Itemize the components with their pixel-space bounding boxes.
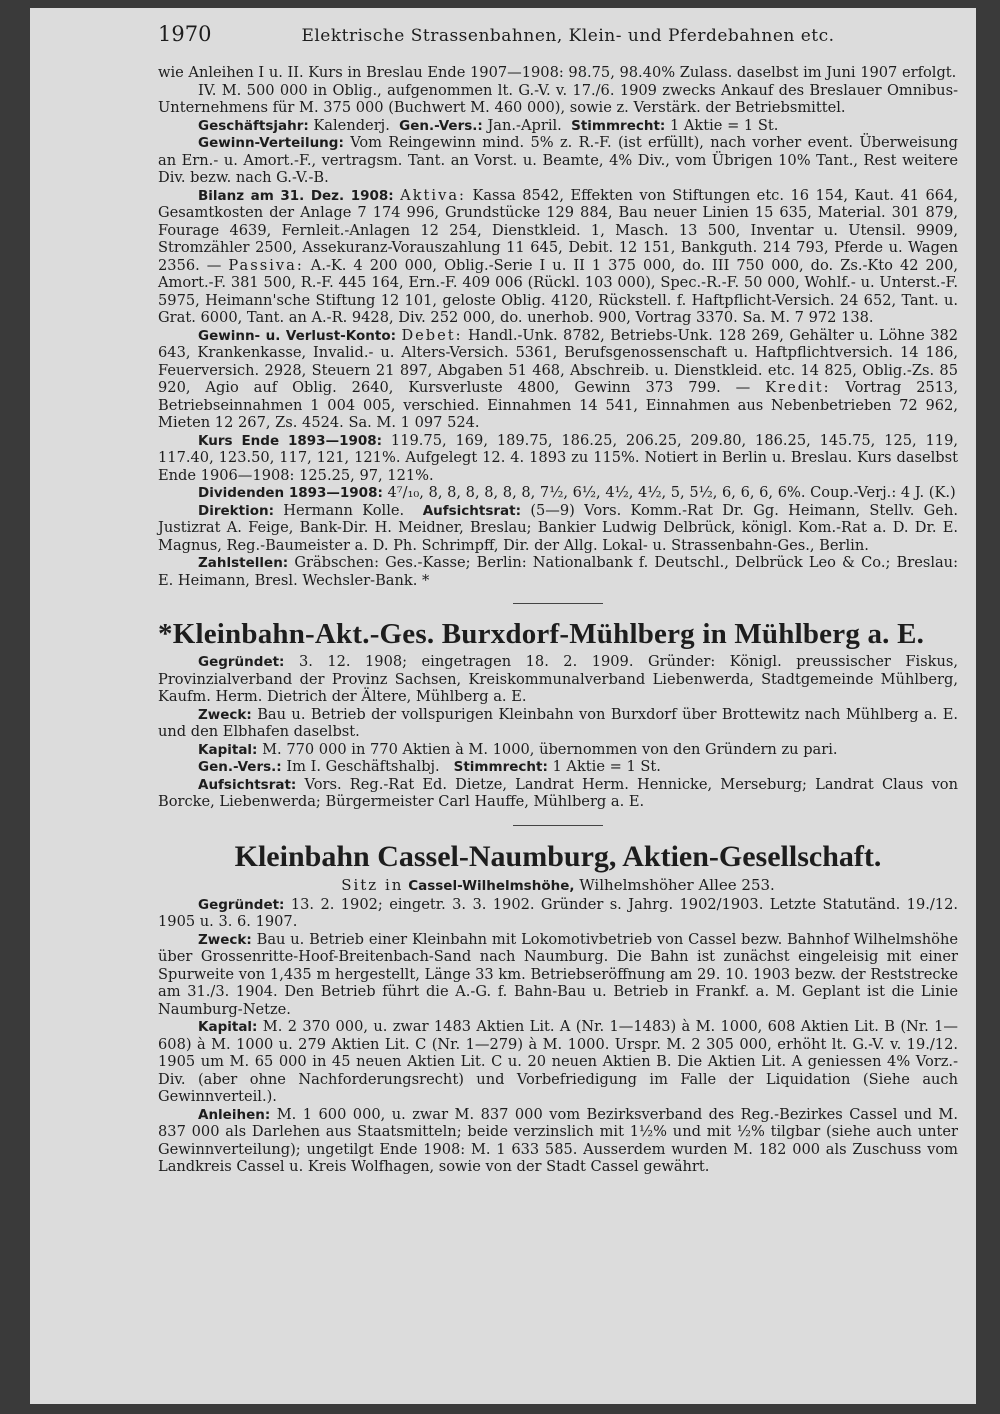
running-head bbox=[158, 22, 958, 46]
bilanz bbox=[158, 187, 958, 327]
gen-vers-label: Gen.-Vers.: bbox=[399, 117, 483, 134]
passiva-label: Passiva: bbox=[228, 256, 304, 274]
zahlstellen-text: Gräbschen: Ges.-Kasse; Berlin: Nationalbank f. Deutschl., Delbrück Leo & Co.; Breslau: E. Heimann, Bresl. Wechsler-Bank. * bbox=[158, 554, 959, 589]
debet-text: Handl.-Unk. 8782, Betriebs-Unk. 128 269, Gehälter u. Löhne 382 643, Krankenkasse, Invalid.- u. Alters-Versich. 5361, Berufsgenossenschaft u. Haftpflichtversich. 14 186, Feuerversich. 2928, Steuern 21 897, Abgaben 51 468, Abschreib. u. Dienstkleid. etc. 14 825, Oblig.-Zs. 85 920, Agio auf Oblig. 2640, Kursverluste 4800, Gewinn 373 799. — bbox=[158, 326, 959, 396]
gewinn-verteilung-label: Gewinn-Verteilung: bbox=[198, 135, 344, 151]
page-number: 1970 bbox=[158, 22, 212, 46]
dividenden-label: Dividenden 1893—1908: bbox=[198, 485, 383, 501]
passiva-text: A.-K. 4 200 000, Oblig.-Serie I u. II 1 375 000, do. III 750 000, do. Zs.-Kto 42 200, Amort.-F. 381 500, R.-F. 445 164, Ern.-F. 409 006 (Rückl. 103 000), Spec.-R.-F. 50 000, Wohlf.- u. Unterst.-F. 5975, Heimann'sche Stiftung 12 101, geloste Oblig. 4120, Rückstell. f. Haftpflicht-Versich. 24 652, Tant. u. Grat. 6000, Tant. an A.-R. 9428, Div. 252 000, do. unerhob. 900, Vortrag 3370. Sa. M. 7 972 138. bbox=[158, 256, 959, 326]
aktiva-label: Aktiva: bbox=[400, 186, 466, 204]
gegruendet-label: Gegründet: bbox=[198, 896, 285, 913]
gegruendet-label: Gegründet: bbox=[198, 654, 285, 670]
gen-vers-text: Jan.-April. bbox=[487, 116, 562, 134]
kurs-label: Kurs Ende 1893—1908: bbox=[198, 432, 383, 449]
gewinn-verlust-konto bbox=[158, 327, 958, 432]
kapital-label: Kapital: bbox=[198, 1019, 258, 1035]
geschaeftsjahr-line bbox=[158, 117, 958, 135]
aufsichtsrat-text: Vors. Reg.-Rat Ed. Dietze, Landrat Herm. Hennicke, Merseburg; Landrat Claus von Borcke, Liebenwerda; Bürgermeister Carl Hauffe, Mühlberg a. E. bbox=[158, 775, 958, 810]
anleihen-text: M. 1 600 000, u. zwar M. 837 000 vom Bezirksverband des Reg.-Bezirkes Cassel und M. 837 000 als Darlehen aus Staatsmitteln; beide verzinslich mit 1½% und mit ½% tilgbar (siehe auch unter Gewinnverteilung); ungetilgt Ende 1908: M. 1 633 585. Ausserdem wurden M. 182 000 als Zuschuss vom Landkreis Cassel u. Kreis Wolfhagen, sowie von der Stadt Cassel gewährt. bbox=[158, 1105, 959, 1175]
kurs bbox=[158, 432, 958, 485]
stimmrecht-text: 1 Aktie = 1 St. bbox=[669, 116, 779, 134]
geschaeftsjahr-text: Kalenderj. bbox=[313, 116, 390, 134]
anleihen-label: Anleihen: bbox=[198, 1106, 271, 1123]
burxdorf-gen-vers bbox=[158, 758, 958, 776]
dividenden bbox=[158, 484, 958, 502]
kredit-text: Vortrag 2513, Betriebseinnahmen 1 004 005, verschied. Einnahmen 14 541, Einnahmen aus Nebenbetrieben 72 962, Mieten 12 267, Zs. 4524. Sa. M. 1 097 524. bbox=[158, 379, 958, 431]
gen-vers-label: Gen.-Vers.: bbox=[198, 759, 282, 775]
anleihen-iv: IV. M. 500 000 in Oblig., aufgenommen lt. G.-V. v. 17./6. 1909 zwecks Ankauf des Breslauer Omnibus-Unternehmens für M. 375 000 (Buchwert M. 460 000), sowie z. Verstärk. der Betriebsmittel. bbox=[158, 81, 958, 116]
seat-place: Cassel-Wilhelmshöhe, bbox=[408, 877, 575, 894]
stimmrecht-label: Stimmrecht: bbox=[571, 117, 666, 134]
aktiva-text: Kassa 8542, Effekten von Stiftungen etc. 16 154, Kaut. 41 664, Gesamtkosten der Anlage 7 174 996, Grundstücke 129 884, Bau neuer Linien 15 635, Material. 301 879, Fourage 4639, Fernleit.-Anlagen 12 254, Dienstkleid. 1, Masch. 13 500, Inventar u. Utensil. 9909, Stromzähler 2500, Assekuranz-Vorauszahlung 11 645, Debit. 12 151, Bankguth. 214 793, Pferde u. Wagen 2356. — bbox=[158, 186, 959, 274]
anleihen-continued: wie Anleihen I u. II. Kurs in Breslau Ende 1907—1908: 98.75, 98.40% Zulass. daselbst im Juni 1907 erfolgt. bbox=[158, 64, 957, 81]
cassel-zweck bbox=[158, 931, 958, 1019]
dividenden-text: 4⁷/₁₀, 8, 8, 8, 8, 8, 8, 7½, 6½, 4½, 4½, 5, 5½, 6, 6, 6, 6%. Coup.-Verj.: 4 J. (K.) bbox=[387, 484, 956, 501]
zweck-text: Bau u. Betrieb einer Kleinbahn mit Lokomotivbetrieb von Cassel bezw. Bahnhof Wilhelmshöhe über Grossenritte-Hoof-Breitenbach-Sand nach Naumburg. Die Bahn ist zunächst eingeleisig mit einer Spurweite von 1,435 m hergestellt, Länge 33 km. Betriebseröffnung am 29. 10. 1903 bezw. der Reststrecke am 31./3. 1904. Den Betrieb führt die A.-G. f. Bahn-Bau u. Betrieb in Frankf. a. M. Geplant ist die Linie Naumburg-Netze. bbox=[158, 930, 958, 1018]
aufsichtsrat-label: Aufsichtsrat: bbox=[422, 502, 522, 519]
kapital-text: M. 2 370 000, u. zwar 1483 Aktien Lit. A (Nr. 1—1483) à M. 1000, 608 Aktien Lit. B (Nr. 1—608) à M. 1000 u. 279 Aktien Lit. C (Nr. 1—279) à M. 1000. Urspr. M. 2 305 000, erhöht lt. G.-V. v. 19./12. 1905 um M. 65 000 in 45 neuen Aktien Lit. C u. 20 neuen Aktien B. Die Aktien Lit. A geniessen 4% Vorz.-Div. (aber ohne Nachforderungsrecht) und Vorbefriedigung im Falle der Liquidation (Siehe auch Gewinnverteil.). bbox=[158, 1018, 959, 1105]
aufsichtsrat-label: Aufsichtsrat: bbox=[198, 776, 297, 793]
cassel-anleihen bbox=[158, 1106, 958, 1176]
section-divider bbox=[513, 603, 603, 604]
burxdorf-gegruendet bbox=[158, 653, 958, 706]
cassel-gegruendet bbox=[158, 896, 958, 931]
page-content bbox=[158, 22, 958, 1176]
seat-prefix: Sitz in bbox=[341, 875, 404, 894]
zahlstellen bbox=[158, 554, 958, 589]
entry-title-burxdorf: *Kleinbahn-Akt.-Ges. Burxdorf-Mühlberg in Mühlberg a. E. bbox=[158, 618, 925, 650]
zweck-label: Zweck: bbox=[198, 706, 252, 723]
direktion-text: Hermann Kolle. bbox=[283, 501, 405, 519]
bilanz-label: Bilanz am 31. Dez. 1908: bbox=[198, 187, 394, 204]
burxdorf-kapital bbox=[158, 741, 958, 759]
direktion-label: Direktion: bbox=[198, 502, 274, 519]
gv-konto-label: Gewinn- u. Verlust-Konto: bbox=[198, 327, 396, 344]
seat-line bbox=[158, 876, 958, 894]
gegruendet-text: 3. 12. 1908; eingetragen 18. 2. 1909. Gründer: Königl. preussischer Fiskus, Provinzialverband der Provinz Sachsen, Kreiskommunalverband Liebenwerda, Stadtgemeinde Mühlberg, Kaufm. Herm. Dietrich der Ältere, Mühlberg a. E. bbox=[158, 653, 959, 705]
debet-label: Debet: bbox=[401, 326, 463, 344]
aufsichtsrat-text: (5—9) Vors. Komm.-Rat Dr. Gg. Heimann, Stellv. Geh. Justizrat A. Feige, Bank-Dir. H. Meidner, Breslau; Bankier Ludwig Delbrück, königl. Kom.-Rat a. D. Dr. E. Magnus, Reg.-Baumeister a. D. Ph. Schrimpff, Dir. der Allg. Lokal- u. Strassenbahn-Ges., Berlin. bbox=[158, 501, 958, 554]
direktion-aufsichtsrat bbox=[158, 502, 958, 555]
seat-address: Wilhelmshöher Allee 253. bbox=[579, 875, 775, 894]
zweck-text: Bau u. Betrieb der vollspurigen Kleinbahn von Burxdorf über Brottewitz nach Mühlberg a. E. und den Elbhafen daselbst. bbox=[158, 705, 958, 740]
gewinn-verteilung-text: Vom Reingewinn mind. 5% z. R.-F. (ist erfüllt), nach vorher event. Überweisung an Ern.- u. Amort.-F., vertragsm. Tant. an Vorst. u. Beamte, 4% Div., vom Übrigen 10% Tant., Rest weitere Div. bezw. nach G.-V.-B. bbox=[158, 134, 959, 186]
zweck-label: Zweck: bbox=[198, 931, 252, 948]
stimmrecht-label: Stimmrecht: bbox=[453, 759, 548, 775]
gegruendet-text: 13. 2. 1902; eingetr. 3. 3. 1902. Gründer s. Jahrg. 1902/1903. Letzte Statutänd. 19./12. 1905 u. 3. 6. 1907. bbox=[158, 895, 958, 930]
kurs-text: 119.75, 169, 189.75, 186.25, 206.25, 209.80, 186.25, 145.75, 125, 119, 117.40, 123.50, 117, 121, 121%. Aufgelegt 12. 4. 1893 zu 115%. Notiert in Berlin u. Breslau. Kurs daselbst Ende 1906—1908: 125.25, 97, 121%. bbox=[158, 431, 958, 484]
section-divider bbox=[513, 825, 603, 826]
zahlstellen-label: Zahlstellen: bbox=[198, 555, 289, 571]
stimmrecht-text: 1 Aktie = 1 St. bbox=[552, 758, 661, 775]
gen-vers-text: Im I. Geschäftshalbj. bbox=[286, 758, 440, 775]
burxdorf-aufsichtsrat bbox=[158, 776, 958, 811]
kredit-label: Kredit: bbox=[765, 379, 831, 396]
burxdorf-zweck bbox=[158, 706, 958, 741]
gewinn-verteilung bbox=[158, 134, 958, 187]
entry-title-cassel-naumburg: Kleinbahn Cassel-Naumburg, Aktien-Gesellschaft. bbox=[234, 839, 882, 873]
running-title: Elektrische Strassenbahnen, Klein- und Pferdebahnen etc. bbox=[301, 26, 835, 46]
kapital-text: M. 770 000 in 770 Aktien à M. 1000, übernommen von den Gründern zu pari. bbox=[262, 740, 838, 758]
kapital-label: Kapital: bbox=[198, 741, 258, 758]
geschaeftsjahr-label: Geschäftsjahr: bbox=[198, 117, 309, 134]
document-page bbox=[30, 8, 976, 1404]
cassel-kapital bbox=[158, 1018, 958, 1106]
